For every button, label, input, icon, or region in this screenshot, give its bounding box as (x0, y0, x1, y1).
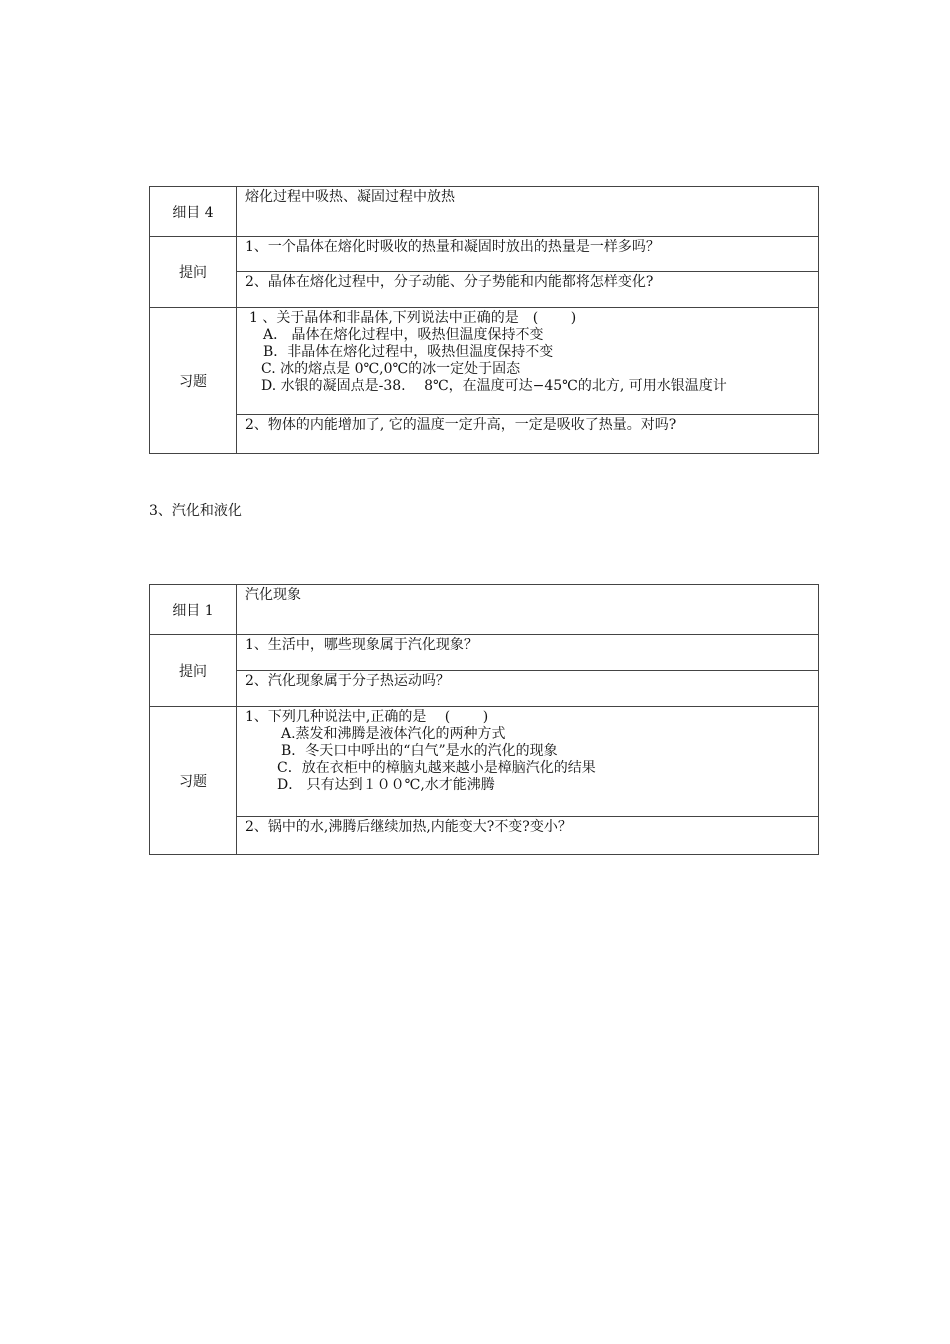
exercise-label: 习题 (150, 308, 237, 454)
exercise-1 (237, 308, 818, 395)
exercise-1-option-a: A． 晶体在熔化过程中，吸热但温度保持不变 (263, 327, 544, 343)
exercise-1-option-b: B．非晶体在熔化过程中，吸热但温度保持不变 (263, 344, 554, 360)
item-title: 熔化过程中吸热、凝固过程中放热 (245, 189, 455, 205)
item-title: 汽化现象 (245, 587, 301, 603)
table-detail-4 (149, 186, 819, 454)
exercise-1-stem: 1 、关于晶体和非晶体,下列说法中正确的是 ( ) (249, 310, 577, 326)
item-label: 细目 1 (150, 585, 237, 635)
question-label: 提问 (150, 237, 237, 308)
question-1: 1、一个晶体在熔化时吸收的热量和凝固时放出的热量是一样多吗？ (245, 239, 660, 255)
exercise-1-option-c: C. 冰的熔点是 0℃,0℃的冰一定处于固态 (261, 361, 521, 377)
question-2: 2、晶体在熔化过程中，分子动能、分子势能和内能都将怎样变化? (245, 274, 654, 290)
exercise-1-option-d: D． 只有达到１００℃,水才能沸腾 (277, 777, 495, 793)
question-label: 提问 (150, 635, 237, 707)
exercise-1-option-b: B．冬天口中呼出的“白气”是水的汽化的现象 (281, 743, 558, 759)
section-heading: 3、汽化和液化 (149, 503, 242, 519)
exercise-1-option-c: C．放在衣柜中的樟脑丸越来越小是樟脑汽化的结果 (277, 760, 596, 776)
question-2: 2、汽化现象属于分子热运动吗？ (245, 673, 450, 689)
exercise-2: 2、锅中的水,沸腾后继续加热,内能变大?不变?变小？ (245, 819, 572, 835)
item-label: 细目 4 (150, 187, 237, 237)
exercise-1-stem: 1、下列几种说法中,正确的是 ( ) (245, 709, 489, 725)
exercise-1 (237, 707, 818, 794)
exercise-1-option-a: A.蒸发和沸腾是液体汽化的两种方式 (281, 726, 506, 742)
table-detail-1 (149, 584, 819, 855)
exercise-1-option-d: D. 水银的凝固点是-38. 8℃，在温度可达−45℃的北方, 可用水银温度计 (261, 378, 727, 394)
exercise-2: 2、物体的内能增加了, 它的温度一定升高，一定是吸收了热量。对吗? (245, 417, 677, 433)
question-1: 1、生活中，哪些现象属于汽化现象？ (245, 637, 478, 653)
exercise-label: 习题 (150, 707, 237, 855)
